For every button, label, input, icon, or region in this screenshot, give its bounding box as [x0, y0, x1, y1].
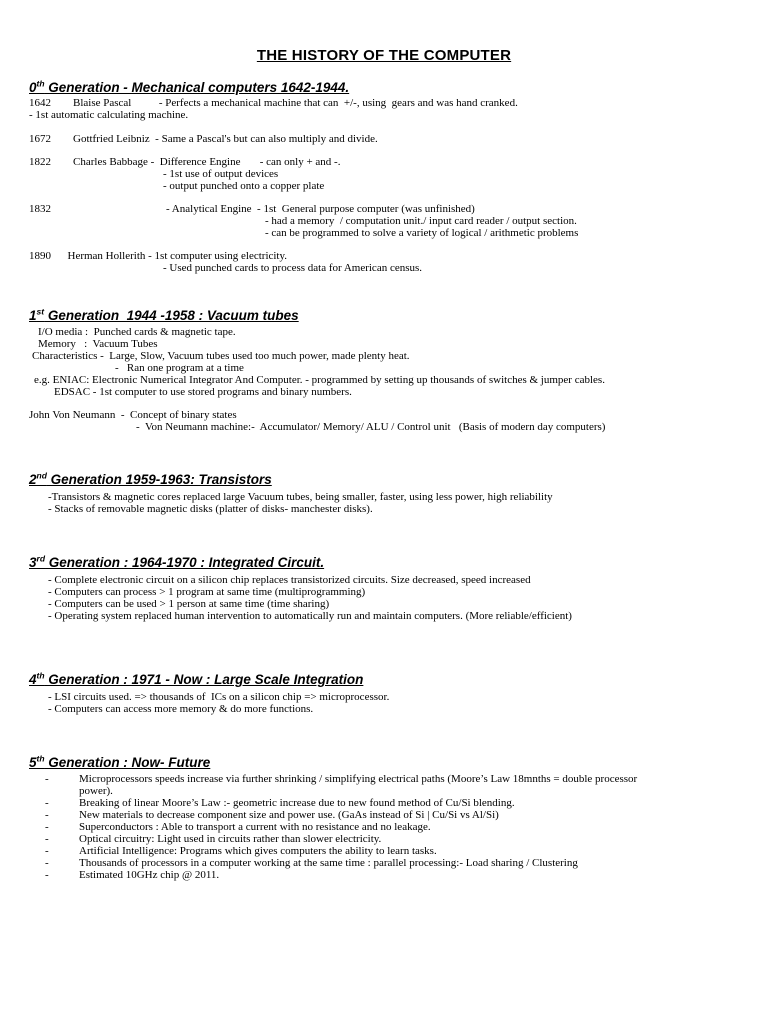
gen1-line: Memory : Vacuum Tubes	[38, 338, 158, 350]
gen5-item: Optical circuitry: Light used in circuits rather than slower electricity.	[79, 833, 382, 845]
gen0-number: 0	[29, 80, 37, 95]
gen0-line: 1890 Herman Hollerith - 1st computer using electricity.	[29, 250, 288, 262]
gen5-bullet: -	[45, 833, 49, 845]
gen3-line: - Computers can be used > 1 person at same time (time sharing)	[48, 598, 330, 610]
gen2-heading	[29, 472, 272, 487]
gen0-line: - 1st automatic calculating machine.	[29, 109, 189, 121]
gen2-number: 2	[29, 472, 37, 487]
gen5-heading	[29, 755, 210, 770]
gen1-line: - Ran one program at a time	[115, 362, 244, 374]
gen0-heading-text: Generation - Mechanical computers 1642-1944.	[44, 80, 350, 95]
gen5-bullet: -	[45, 809, 49, 821]
gen2-line: - Stacks of removable magnetic disks (platter of disks- manchester disks).	[48, 503, 373, 515]
gen1-line: Characteristics - Large, Slow, Vacuum tubes used too much power, made plenty heat.	[32, 350, 410, 362]
gen3-line: - Complete electronic circuit on a silicon chip replaces transistorized circuits. Size decreased, speed increased	[48, 574, 531, 586]
gen5-number: 5	[29, 755, 37, 770]
gen5-item-continuation: power).	[79, 785, 113, 797]
gen5-bullet: -	[45, 797, 49, 809]
gen4-number: 4	[29, 672, 37, 687]
gen3-heading	[29, 555, 324, 570]
gen0-line: - output punched onto a copper plate	[163, 180, 325, 192]
gen1-heading-text: Generation 1944 -1958 : Vacuum tubes	[44, 308, 299, 323]
gen3-line: - Operating system replaced human intervention to automatically run and maintain computers. (More reliable/efficient)	[48, 610, 572, 622]
gen3-ordinal: rd	[36, 553, 46, 564]
gen5-heading-text: Generation : Now- Future	[44, 755, 211, 770]
gen5-bullet: -	[45, 773, 49, 785]
gen0-line: 1672 Gottfried Leibniz - Same a Pascal's but can also multiply and divide.	[29, 133, 378, 145]
gen0-line: 1642 Blaise Pascal - Perfects a mechanical machine that can +/-, using gears and was hand cranked.	[29, 97, 518, 109]
gen0-ordinal: th	[36, 78, 45, 89]
gen5-item: New materials to decrease component size and power use. (GaAs instead of Si | Cu/Si vs Al/Si)	[79, 809, 499, 821]
gen5-item: Artificial Intelligence: Programs which gives computers the ability to learn tasks.	[79, 845, 437, 857]
gen3-number: 3	[29, 555, 37, 570]
gen5-item: Microprocessors speeds increase via further shrinking / simplifying electrical paths (Moore’s Law 18mnths = double processor	[79, 773, 638, 785]
document-title: THE HISTORY OF THE COMPUTER	[256, 47, 512, 64]
gen0-line: 1822 Charles Babbage - Difference Engine - can only + and -.	[29, 156, 341, 168]
gen5-bullet: -	[45, 821, 49, 833]
gen1-line: John Von Neumann - Concept of binary states	[29, 409, 237, 421]
gen5-item: Breaking of linear Moore’s Law :- geometric increase due to new found method of Cu/Si blending.	[79, 797, 515, 809]
gen5-ordinal: th	[36, 753, 45, 764]
gen0-line: - 1st use of output devices	[163, 168, 279, 180]
gen4-line: - LSI circuits used. => thousands of ICs on a silicon chip => microprocessor.	[48, 691, 390, 703]
gen0-line: - can be programmed to solve a variety of logical / arithmetic problems	[265, 227, 579, 239]
gen4-line: - Computers can access more memory & do more functions.	[48, 703, 314, 715]
gen4-ordinal: th	[36, 670, 45, 681]
gen4-heading-text: Generation : 1971 - Now : Large Scale Integration	[44, 672, 364, 687]
gen1-line: EDSAC - 1st computer to use stored programs and binary numbers.	[54, 386, 352, 398]
gen1-line: I/O media : Punched cards & magnetic tape.	[38, 326, 236, 338]
gen1-heading	[29, 308, 299, 323]
gen2-heading-text: Generation 1959-1963: Transistors	[46, 472, 272, 487]
gen0-line: - Analytical Engine - 1st General purpose computer (was unfinished)	[166, 203, 475, 215]
gen0-heading	[29, 80, 349, 95]
gen5-item: Superconductors : Able to transport a current with no resistance and no leakage.	[79, 821, 431, 833]
gen5-bullet: -	[45, 869, 49, 881]
gen2-line: -Transistors & magnetic cores replaced large Vacuum tubes, being smaller, faster, using less power, high reliability	[48, 491, 553, 503]
gen5-item: Estimated 10GHz chip @ 2011.	[79, 869, 220, 881]
gen1-ordinal: st	[36, 306, 45, 317]
gen0-line: - Used punched cards to process data for American census.	[163, 262, 423, 274]
gen5-bullet: -	[45, 857, 49, 869]
gen0-line: 1832	[29, 203, 51, 215]
gen1-line: e.g. ENIAC: Electronic Numerical Integrator And Computer. - programmed by setting up thousands of switches & jumper cables.	[34, 374, 605, 386]
gen4-heading	[29, 672, 363, 687]
gen3-heading-text: Generation : 1964-1970 : Integrated Circuit.	[45, 555, 325, 570]
gen2-ordinal: nd	[36, 470, 47, 481]
gen3-line: - Computers can process > 1 program at same time (multiprogramming)	[48, 586, 366, 598]
gen0-line: - had a memory / computation unit./ input card reader / output section.	[265, 215, 577, 227]
gen1-number: 1	[29, 308, 37, 323]
gen5-item: Thousands of processors in a computer working at the same time : parallel processing:- Load sharing / Clustering	[79, 857, 578, 869]
gen1-line: - Von Neumann machine:- Accumulator/ Memory/ ALU / Control unit (Basis of modern day computers)	[136, 421, 606, 433]
gen5-bullet: -	[45, 845, 49, 857]
